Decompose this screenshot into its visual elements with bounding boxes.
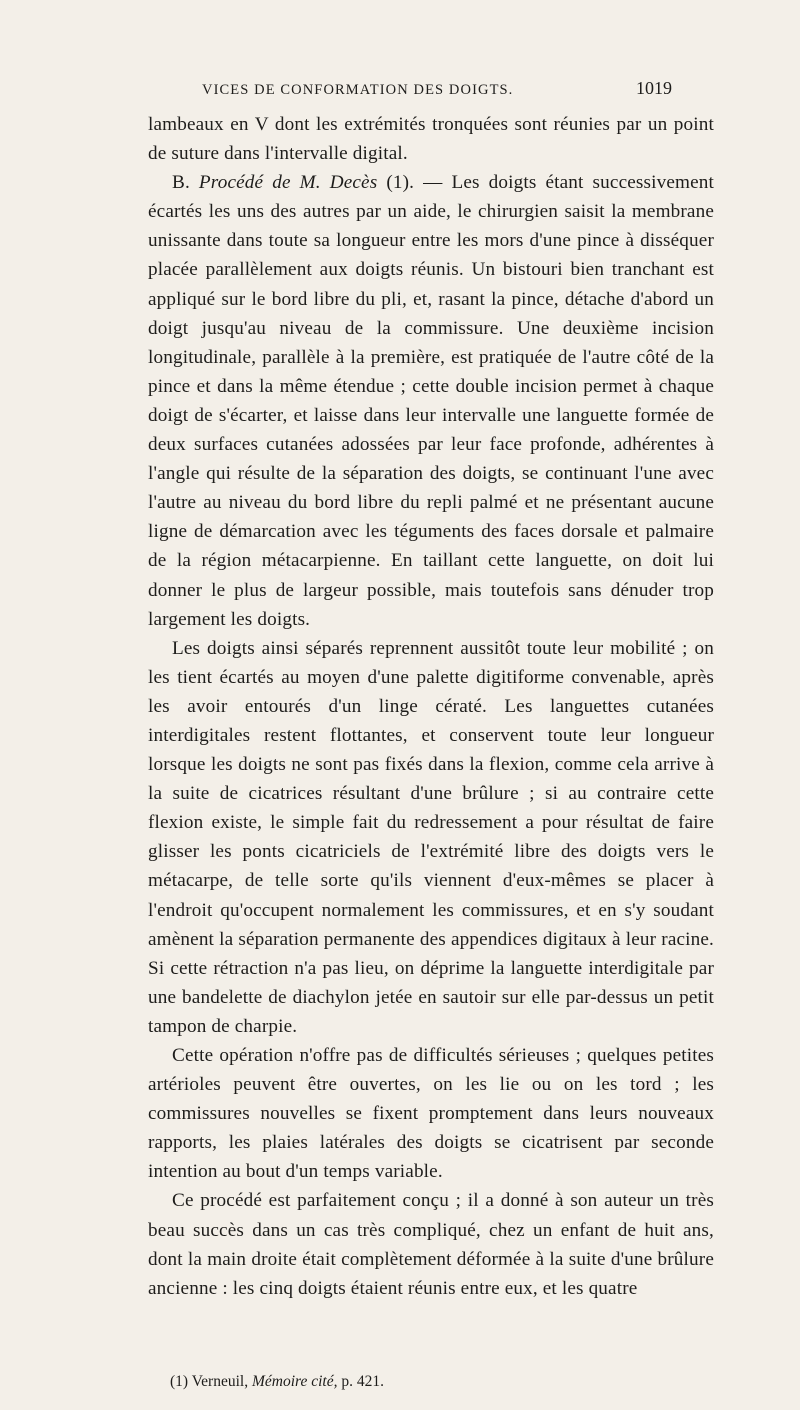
paragraph-procedure-deces bbox=[148, 168, 714, 634]
procedure-description: — Les doigts étant successivement écartés les uns des autres par un aide, le chirurgien saisit la membrane unissante dans toute sa longueur entre les mors d'une pince à disséquer placée parallèlement aux doigts réunis. Un bistouri bien tranchant est appliqué sur le bord libre du pli, et, rasant la pince, détache d'abord un doigt jusqu'au niveau de la commissure. Une deuxième incision longitudinale, parallèle à la première, est pratiquée de l'autre côté de la pince et dans la même étendue ; cette double incision permet à chaque doigt de s'écarter, et laisse dans leur intervalle une languette formée de deux surfaces cutanées adossées par leur face profonde, adhérentes à l'angle qui résulte de la séparation des doigts, se continuant l'une avec l'autre au niveau du bord libre du repli palmé et ne présentant aucune ligne de démarcation avec les téguments des faces dorsale et palmaire de la région métacarpienne. En taillant cette languette, on doit lui donner le plus de largeur possible, mais toutefois sans dénuder trop largement les doigts. bbox=[148, 172, 714, 630]
footnote-author: Verneuil, bbox=[191, 1373, 249, 1390]
paragraph-after-care: Les doigts ainsi séparés reprennent aussitôt toute leur mobilité ; on les tient écartés au moyen d'une palette digitiforme convenable, après les avoir entourés d'un linge cératé. Les languettes cutanées interdigitales restent flottantes, et conservent toute leur longueur lorsque les doigts ne sont pas fixés dans la flexion, comme cela arrive à la suite de cicatrices résultant d'une brûlure ; si au contraire cette flexion existe, le simple fait du redressement a pour résultat de faire glisser les ponts cicatriciels de l'extrémité libre des doigts vers le métacarpe, de telle sorte qu'ils viennent d'eux-mêmes se placer à l'endroit qu'occupent normalement les commissures, et en s'y soudant amènent la séparation permanente des appendices digitaux à leur racine. Si cette rétraction n'a pas lieu, on déprime la languette interdigitale par une bandelette de diachylon jetée en sautoir sur elle par-dessus un petit tampon de charpie. bbox=[148, 637, 714, 1037]
footnote bbox=[170, 1373, 690, 1391]
running-header: VICES DE CONFORMATION DES DOIGTS. bbox=[202, 82, 514, 98]
paragraph-case-report: Ce procédé est parfaitement conçu ; il a donné à son auteur un très beau succès dans un cas très compliqué, chez un enfant de huit ans, dont la main droite était complètement déformée à la suite d'une brûlure ancienne : les cinq doigts étaient réunis entre eux, et les quatre bbox=[148, 1190, 714, 1299]
footnote-page: p. 421. bbox=[341, 1373, 384, 1390]
paragraph-continuation: lambeaux en V dont les extrémités tronquées sont réunies par un point de suture dans l'intervalle digital. bbox=[148, 114, 714, 165]
footnote-reference: (1). bbox=[386, 172, 415, 194]
paragraph-complications: Cette opération n'offre pas de difficultés sérieuses ; quelques petites artérioles peuvent être ouvertes, on les lie ou on les tord ; les commissures nouvelles se fixent promptement dans leurs nouveaux rapports, les plaies latérales des doigts se cicatrisent par seconde intention au bout d'un temps variable. bbox=[148, 1045, 714, 1183]
section-label: B. bbox=[172, 172, 190, 194]
procedure-title: Procédé de M. Decès bbox=[198, 172, 378, 194]
body-text bbox=[148, 110, 714, 1303]
page-number: 1019 bbox=[636, 78, 672, 98]
footnote-marker: (1) bbox=[170, 1373, 189, 1390]
footnote-work: Mémoire cité, bbox=[251, 1373, 338, 1390]
